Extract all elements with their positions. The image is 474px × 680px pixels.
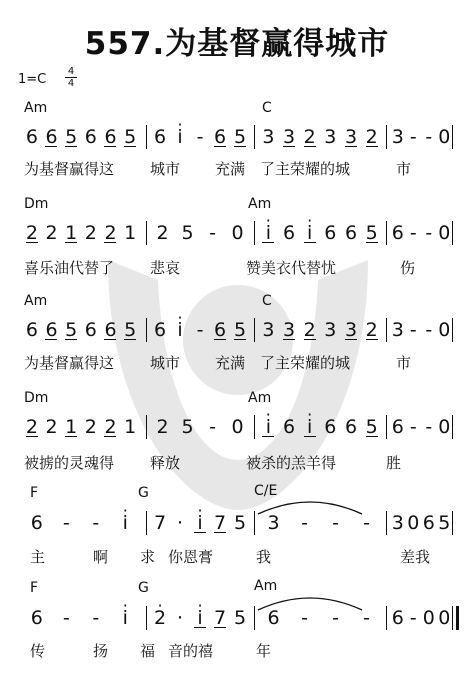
note: 0 [231, 222, 244, 244]
bar-line [452, 221, 453, 245]
note: - [209, 222, 216, 244]
note: 3 [391, 126, 404, 148]
note: - [425, 319, 433, 341]
note: 1 [65, 416, 78, 438]
note: · i [194, 607, 206, 629]
note: 3 [262, 319, 275, 341]
chord: G [138, 485, 149, 501]
measure [150, 315, 250, 345]
measure [390, 218, 452, 248]
note: - [425, 126, 433, 148]
note: 6 [282, 416, 296, 438]
lyric: 音的禧 [168, 642, 214, 660]
note: 6 [84, 319, 97, 341]
bar-line [452, 125, 453, 149]
lyric: 充满 [215, 160, 246, 178]
note: - [92, 607, 100, 629]
measure [22, 218, 140, 248]
note: 2 [365, 319, 378, 341]
note: 3 [391, 512, 404, 534]
lyric: 市 [396, 354, 412, 372]
notation-row [0, 603, 474, 633]
time-signature [64, 66, 78, 89]
measure [22, 315, 140, 345]
note: - [301, 607, 308, 629]
watermark-logo-icon [78, 220, 398, 540]
note: - [196, 319, 204, 341]
bar-line [386, 415, 387, 439]
note: - [196, 126, 204, 148]
chord: Am [248, 196, 272, 212]
note: 5 [124, 126, 137, 148]
note: 3 [267, 512, 280, 534]
measure [390, 603, 452, 633]
note: 0 [438, 416, 451, 438]
note: - [409, 416, 417, 438]
note: · i [304, 416, 316, 438]
note: 6 [30, 512, 43, 534]
note: 6 [391, 222, 404, 244]
note: 2 [84, 222, 97, 244]
note: 6 [25, 126, 38, 148]
note: - [62, 607, 70, 629]
lyric: 赞美衣代替忧 [246, 259, 337, 277]
final-bar-line [456, 606, 459, 630]
chord: F [30, 580, 39, 596]
note: 5 [124, 319, 137, 341]
note: 3 [344, 319, 358, 341]
note: 6 [30, 607, 43, 629]
note: · i [174, 126, 186, 148]
measure [22, 122, 140, 152]
note: 2 [303, 319, 316, 341]
note: - [62, 512, 70, 534]
note: · i [262, 222, 274, 244]
note: 5 [234, 319, 247, 341]
note: 6 [282, 222, 296, 244]
chord: C [262, 100, 272, 116]
meter-bottom: 4 [67, 78, 75, 89]
lyric: 主 [30, 548, 46, 566]
note: - [209, 416, 216, 438]
bar-line [386, 125, 387, 149]
bar-line [146, 606, 147, 630]
note: 6 [154, 126, 167, 148]
bar-line [254, 221, 255, 245]
note: 3 [282, 319, 296, 341]
note: 6 [154, 319, 167, 341]
bar-line [254, 125, 255, 149]
measure [258, 315, 382, 345]
bar-line [254, 415, 255, 439]
lyric: 你恩膏 [168, 548, 214, 566]
bar-line [452, 606, 453, 630]
notation-row [0, 508, 474, 538]
bar-line [452, 511, 453, 535]
note: - [332, 607, 339, 629]
note: 6 [324, 222, 337, 244]
note: 0 [438, 319, 451, 341]
bar-line [254, 606, 255, 630]
note: 2 [303, 126, 316, 148]
note: 0 [438, 607, 451, 629]
note: 1 [65, 222, 78, 244]
bar-line [254, 318, 255, 342]
note: 6 [45, 319, 58, 341]
measure [258, 603, 382, 633]
measure [150, 508, 250, 538]
note: 6 [214, 319, 227, 341]
note: 3 [344, 126, 358, 148]
note: 5 [365, 222, 378, 244]
note: 2 [45, 416, 58, 438]
measure [150, 218, 250, 248]
lyric: 悲哀 [150, 259, 181, 277]
note: 3 [324, 126, 337, 148]
note: - [332, 512, 339, 534]
note: 6 [214, 126, 227, 148]
note: - [409, 319, 417, 341]
note: - [363, 607, 370, 629]
note: 5 [234, 512, 247, 534]
chord: G [138, 580, 149, 596]
note: · i [304, 222, 316, 244]
lyric: 城市 [150, 160, 181, 178]
bar-line [386, 318, 387, 342]
lyric: 伤 [400, 259, 416, 277]
note: 5 [234, 607, 247, 629]
bar-line [386, 606, 387, 630]
measure [390, 508, 452, 538]
note: 6 [25, 319, 38, 341]
note: 6 [45, 126, 58, 148]
note: · i [262, 416, 274, 438]
bar-line [254, 511, 255, 535]
measure [22, 508, 140, 538]
measure [22, 603, 140, 633]
note: - [92, 512, 100, 534]
lyric: 啊 [93, 548, 109, 566]
note: · i [194, 512, 206, 534]
chord: Am [24, 100, 48, 116]
note: 5 [181, 222, 194, 244]
note: - [363, 512, 370, 534]
note: - [409, 607, 417, 629]
note: 3 [324, 319, 337, 341]
song-title: 557.为基督赢得城市 [84, 26, 390, 62]
note: 6 [84, 126, 97, 148]
lyric: 传 [30, 642, 46, 660]
note: 6 [422, 512, 435, 534]
lyric: 我 [256, 548, 272, 566]
note: 3 [391, 319, 404, 341]
bar-line [146, 221, 147, 245]
lyric: 被杀的羔羊得 [246, 454, 337, 472]
bar-line [146, 125, 147, 149]
lyric: 胜 [386, 454, 402, 472]
note: 7 [214, 607, 227, 629]
note: 6 [344, 416, 358, 438]
lyric: 福 [140, 642, 156, 660]
note: - [301, 512, 308, 534]
lyric: 城市 [150, 354, 181, 372]
lyric: 年 [256, 642, 272, 660]
lyric: 了主荣耀的城 [260, 354, 351, 372]
chord: Am [248, 390, 272, 406]
notation-row [0, 412, 474, 442]
note: · i [174, 319, 186, 341]
notation-row [0, 122, 474, 152]
lyric: 为基督赢得这 [24, 354, 115, 372]
measure [150, 412, 250, 442]
note: - [409, 222, 417, 244]
note: 1 [124, 416, 137, 438]
measure [150, 603, 250, 633]
note: 5 [365, 416, 378, 438]
note: 6 [391, 607, 404, 629]
key-signature: 1=C [18, 72, 47, 87]
lyric: 求 [140, 548, 156, 566]
note: · [176, 607, 184, 629]
bar-line [386, 511, 387, 535]
chord: C/E [254, 483, 278, 499]
chord: Dm [24, 390, 49, 406]
note: 0 [438, 126, 451, 148]
note: 6 [344, 222, 358, 244]
bar-line [146, 318, 147, 342]
note: 2 [156, 416, 169, 438]
meter-top: 4 [67, 66, 75, 77]
measure [258, 122, 382, 152]
bar-line [452, 415, 453, 439]
lyric: 为基督赢得这 [24, 160, 115, 178]
measure [258, 412, 382, 442]
note: 5 [65, 126, 78, 148]
note: 2 [25, 416, 38, 438]
measure [390, 315, 452, 345]
chord: C [262, 293, 272, 309]
note: 0 [231, 416, 244, 438]
note: 6 [324, 416, 337, 438]
measure [150, 122, 250, 152]
notation-row [0, 315, 474, 345]
note: 7 [154, 512, 167, 534]
lyric: 差我 [400, 548, 431, 566]
measure [390, 122, 452, 152]
note: · 2 [154, 607, 166, 629]
measure [22, 412, 140, 442]
measure [258, 218, 382, 248]
measure [390, 412, 452, 442]
chord: Am [254, 578, 278, 594]
note: 6 [267, 607, 280, 629]
chord: F [30, 485, 39, 501]
lyric: 市 [396, 160, 412, 178]
note: 5 [438, 512, 451, 534]
lyric: 被掳的灵魂得 [24, 454, 115, 472]
bar-line [452, 318, 453, 342]
note: 2 [156, 222, 169, 244]
note: 0 [407, 512, 420, 534]
note: 5 [65, 319, 78, 341]
note: 5 [181, 416, 194, 438]
note: 5 [234, 126, 247, 148]
chord: Dm [24, 196, 49, 212]
measure [258, 508, 382, 538]
lyric: 释放 [150, 454, 181, 472]
lyric: 喜乐油代替了 [24, 259, 115, 277]
note: 2 [104, 416, 117, 438]
bar-line [146, 511, 147, 535]
note: 6 [391, 416, 404, 438]
note: 0 [438, 222, 451, 244]
note: · i [119, 607, 131, 629]
note: 1 [124, 222, 137, 244]
note: 7 [214, 512, 227, 534]
chord: Am [24, 293, 48, 309]
notation-row [0, 218, 474, 248]
note: 6 [104, 319, 117, 341]
note: 2 [25, 222, 38, 244]
note: - [425, 222, 433, 244]
note: - [409, 126, 417, 148]
lyric: 了主荣耀的城 [260, 160, 351, 178]
note: 2 [365, 126, 378, 148]
note: 3 [262, 126, 275, 148]
note: 2 [104, 222, 117, 244]
note: 3 [282, 126, 296, 148]
note: 0 [422, 607, 435, 629]
lyric: 充满 [215, 354, 246, 372]
note: - [425, 416, 433, 438]
lyric: 扬 [93, 642, 109, 660]
note: 2 [84, 416, 97, 438]
note: · [176, 512, 184, 534]
note: 6 [104, 126, 117, 148]
note: · i [119, 512, 131, 534]
bar-line [146, 415, 147, 439]
bar-line [386, 221, 387, 245]
note: 2 [45, 222, 58, 244]
